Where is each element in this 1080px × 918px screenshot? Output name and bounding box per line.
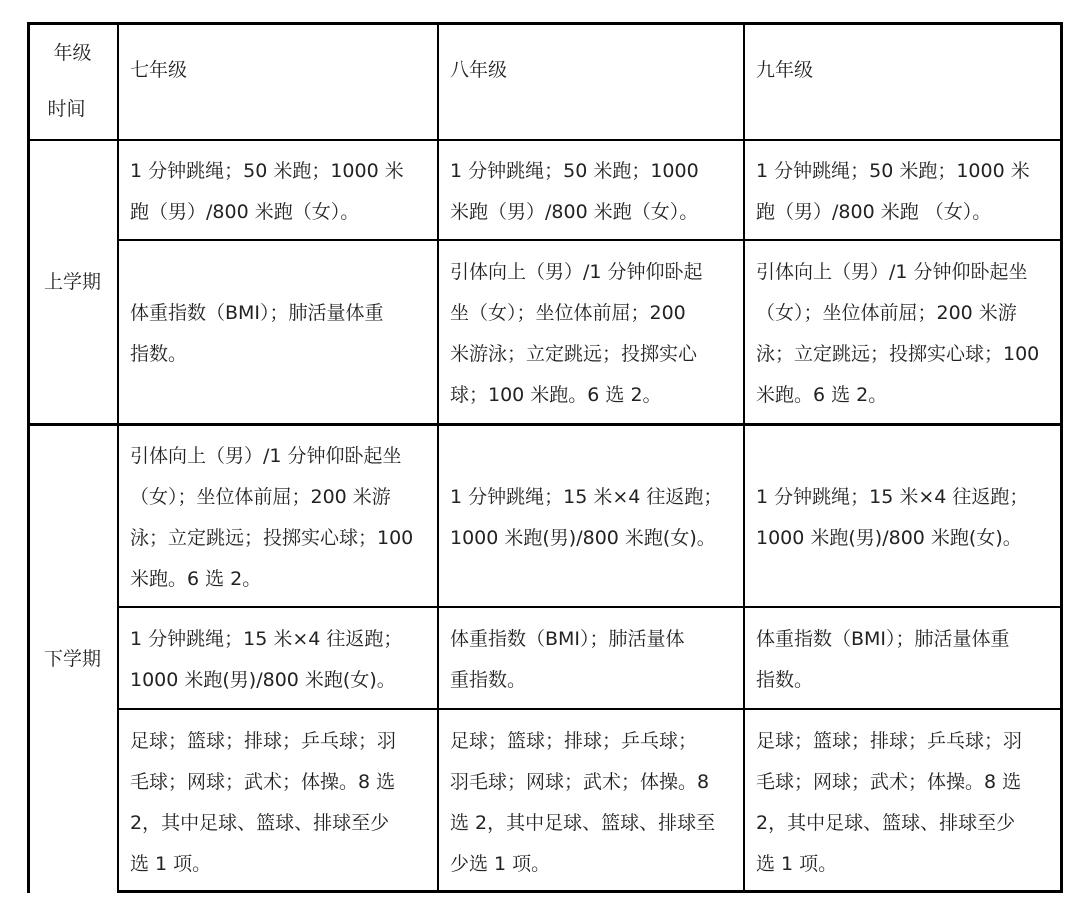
text-line: 少选 1 项。 — [450, 852, 551, 875]
text-line: 选 1 项。 — [130, 852, 212, 875]
text-line: 引体向上（男）/1 分钟仰卧起坐 — [130, 444, 402, 467]
header-grade9: 九年级 — [756, 59, 814, 81]
semester-first-cell — [27, 140, 118, 425]
text-line: 1 分钟跳绳；50 米跑；1000 米 — [130, 159, 404, 182]
text-line: 跑（男）/800 米跑 （女）。 — [756, 200, 992, 223]
text-line: 1000 米跑(男)/800 米跑(女)。 — [756, 526, 1022, 549]
row1-grade7-cell — [118, 140, 438, 240]
table-border-top — [27, 22, 1063, 25]
row2-grade7-cell — [118, 240, 438, 425]
text-line: 选 1 项。 — [756, 852, 838, 875]
text-line: 羽毛球；网球；武术；体操。8 — [450, 770, 710, 793]
table-border-bottom — [118, 890, 1063, 893]
text-line: 坐（女）；坐位体前屈；200 — [450, 302, 686, 324]
text-line: 1 分钟跳绳；50 米跑；1000 米 — [756, 159, 1030, 182]
text-line: 体重指数（BMI）；肺活量体 — [450, 627, 685, 650]
text-line: 球；100 米跑。6 选 2。 — [450, 384, 662, 406]
text-line: 泳；立定跳远；投掷实心球；100 — [756, 343, 1040, 365]
text-line: 体重指数（BMI）；肺活量体重 — [130, 302, 384, 324]
header-grade7: 七年级 — [130, 59, 188, 81]
corner-label-grade: 年级 — [53, 42, 92, 64]
text-line: 泳；立定跳远；投掷实心球；100 — [130, 526, 414, 549]
row3-grade8-cell — [438, 425, 744, 607]
text-line: 足球；篮球；排球；乒乓球；羽 — [756, 729, 1023, 752]
text-line: 1 分钟跳绳；15 米×4 往返跑； — [130, 627, 403, 650]
text-line: 1000 米跑(男)/800 米跑(女)。 — [450, 526, 716, 549]
row-divider-4 — [118, 708, 1063, 710]
text-line: 跑（男）/800 米跑（女）。 — [130, 200, 360, 223]
row3-grade7-cell — [118, 425, 438, 607]
semester-second-cell — [27, 425, 118, 893]
text-line: 2，其中足球、篮球、排球至少 — [130, 811, 390, 834]
text-line: 1 分钟跳绳；15 米×4 往返跑； — [756, 485, 1029, 508]
text-line: 选 2，其中足球、篮球、排球至 — [450, 811, 716, 834]
row-divider-3 — [118, 606, 1063, 608]
semester-first-label: 上学期 — [43, 271, 101, 293]
row4-grade8-cell — [438, 607, 744, 709]
row4-grade9-cell — [744, 607, 1063, 709]
text-line: 1 分钟跳绳；15 米×4 往返跑； — [450, 485, 723, 508]
row2-grade9-cell — [744, 240, 1063, 425]
row5-grade8-cell — [438, 709, 744, 893]
row-divider-1 — [118, 239, 1063, 241]
row1-grade8-cell — [438, 140, 744, 240]
text-line: （女）；坐位体前屈；200 米游 — [756, 302, 1017, 324]
table-border-left — [27, 22, 30, 893]
row5-grade9-cell — [744, 709, 1063, 893]
text-line: 重指数。 — [450, 668, 527, 691]
text-line: 引体向上（男）/1 分钟仰卧起 — [450, 261, 703, 283]
pe-exam-table — [27, 22, 1063, 893]
row-divider-header — [27, 139, 1063, 141]
text-line: 米跑。6 选 2。 — [756, 384, 888, 406]
col-divider-grade7-8 — [437, 22, 439, 893]
header-grade8: 八年级 — [450, 59, 508, 81]
row2-grade8-cell — [438, 240, 744, 425]
col-divider-semester — [117, 22, 119, 893]
text-line: 足球；篮球；排球；乒乓球；羽 — [130, 729, 397, 752]
text-line: 1000 米跑(男)/800 米跑(女)。 — [130, 668, 396, 691]
text-line: 引体向上（男）/1 分钟仰卧起坐 — [756, 261, 1028, 283]
text-line: 米跑（男）/800 米跑（女）。 — [450, 200, 699, 223]
text-line: 足球；篮球；排球；乒乓球； — [450, 729, 698, 752]
row4-grade7-cell — [118, 607, 438, 709]
col-divider-grade8-9 — [743, 22, 745, 893]
row-divider-semester — [27, 423, 1063, 426]
corner-label-time: 时间 — [47, 98, 86, 120]
text-line: 2，其中足球、篮球、排球至少 — [756, 811, 1016, 834]
text-line: 指数。 — [756, 668, 814, 691]
text-line: 1 分钟跳绳；50 米跑；1000 — [450, 159, 699, 182]
text-line: 毛球；网球；武术；体操。8 选 — [756, 770, 1022, 793]
text-line: 指数。 — [130, 343, 188, 365]
text-line: 米跑。6 选 2。 — [130, 567, 262, 590]
corner-header-cell — [27, 22, 118, 140]
text-line: 米游泳；立定跳远；投掷实心 — [450, 343, 698, 365]
row1-grade9-cell — [744, 140, 1063, 240]
text-line: （女）；坐位体前屈；200 米游 — [130, 485, 391, 508]
text-line: 毛球；网球；武术；体操。8 选 — [130, 770, 396, 793]
semester-second-label: 下学期 — [43, 647, 101, 670]
row3-grade9-cell — [744, 425, 1063, 607]
row5-grade7-cell — [118, 709, 438, 893]
text-line: 体重指数（BMI）；肺活量体重 — [756, 627, 1010, 650]
table-border-right — [1060, 22, 1063, 893]
